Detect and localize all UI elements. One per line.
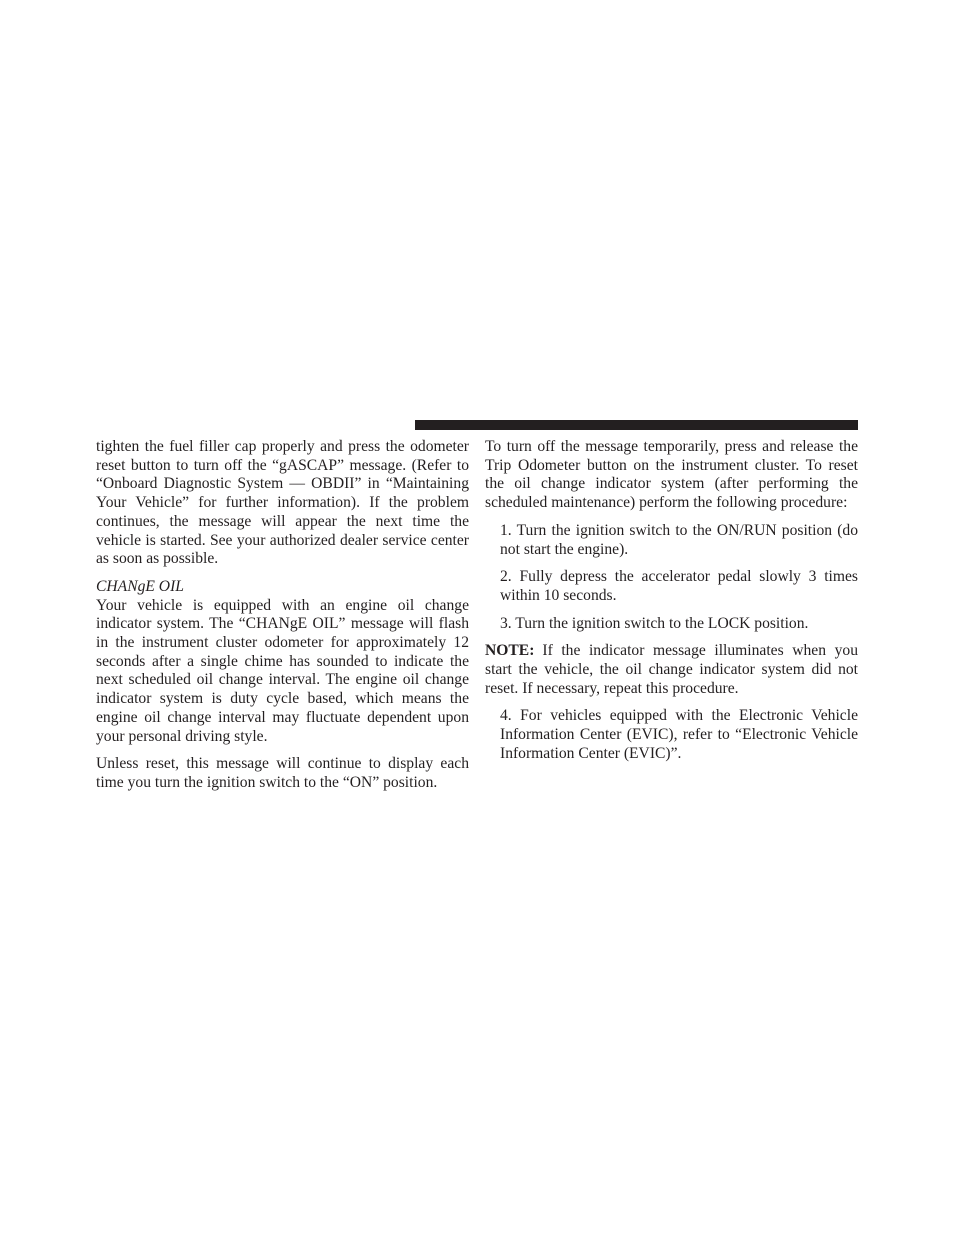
right-column: [485, 438, 858, 764]
step-3: 3. Turn the ignition switch to the LOCK position.: [500, 614, 809, 632]
step-2: 2. Fully depress the accelerator pedal slowly 3 times within 10 seconds.: [500, 568, 858, 604]
step-1: 1. Turn the ignition switch to the ON/RUN position (do not start the engine).: [500, 521, 858, 558]
note-label: NOTE:: [485, 642, 535, 660]
left-column: [96, 438, 469, 793]
step-4: 4. For vehicles equipped with the Electronic Vehicle Information Center (EVIC), refer to “Electronic Vehicle Information Center (EVIC)”.: [500, 707, 858, 762]
note-paragraph: [485, 642, 858, 698]
section-header-bar: [415, 420, 858, 430]
unless-reset-paragraph: Unless reset, this message will continue to display each time you turn the ignition switch to the “ON” position.: [96, 755, 469, 791]
change-oil-heading: CHANgE OIL: [96, 577, 184, 595]
note-text: If the indicator message illuminates when you start the vehicle, the oil change indicator system did not reset. If necessary, repeat this procedure.: [485, 642, 858, 697]
fuel-cap-paragraph: tighten the fuel filler cap properly and press the odometer reset button to turn off the “gASCAP” message. (Refer to “Onboard Diagnostic System — OBDII” in “Maintaining Your Vehicle” for further information). If the problem continues, the message will appear the next time the vehicle is started. See your authorized dealer service center as soon as possible.: [96, 438, 469, 568]
oil-indicator-paragraph: Your vehicle is equipped with an engine oil change indicator system. The “CHANgE OIL” message will flash in the instrument cluster odometer for approximately 12 seconds after a single chime has sounded to indicate the next scheduled oil change interval. The engine oil change indicator system is duty cycle based, which means the engine oil change interval may fluctuate dependent upon your personal driving style.: [96, 596, 469, 745]
turn-off-message-paragraph: To turn off the message temporarily, press and release the Trip Odometer button on the instrument cluster. To reset the oil change indicator system (after performing the scheduled maintenance) perform the following procedure:: [485, 438, 858, 512]
